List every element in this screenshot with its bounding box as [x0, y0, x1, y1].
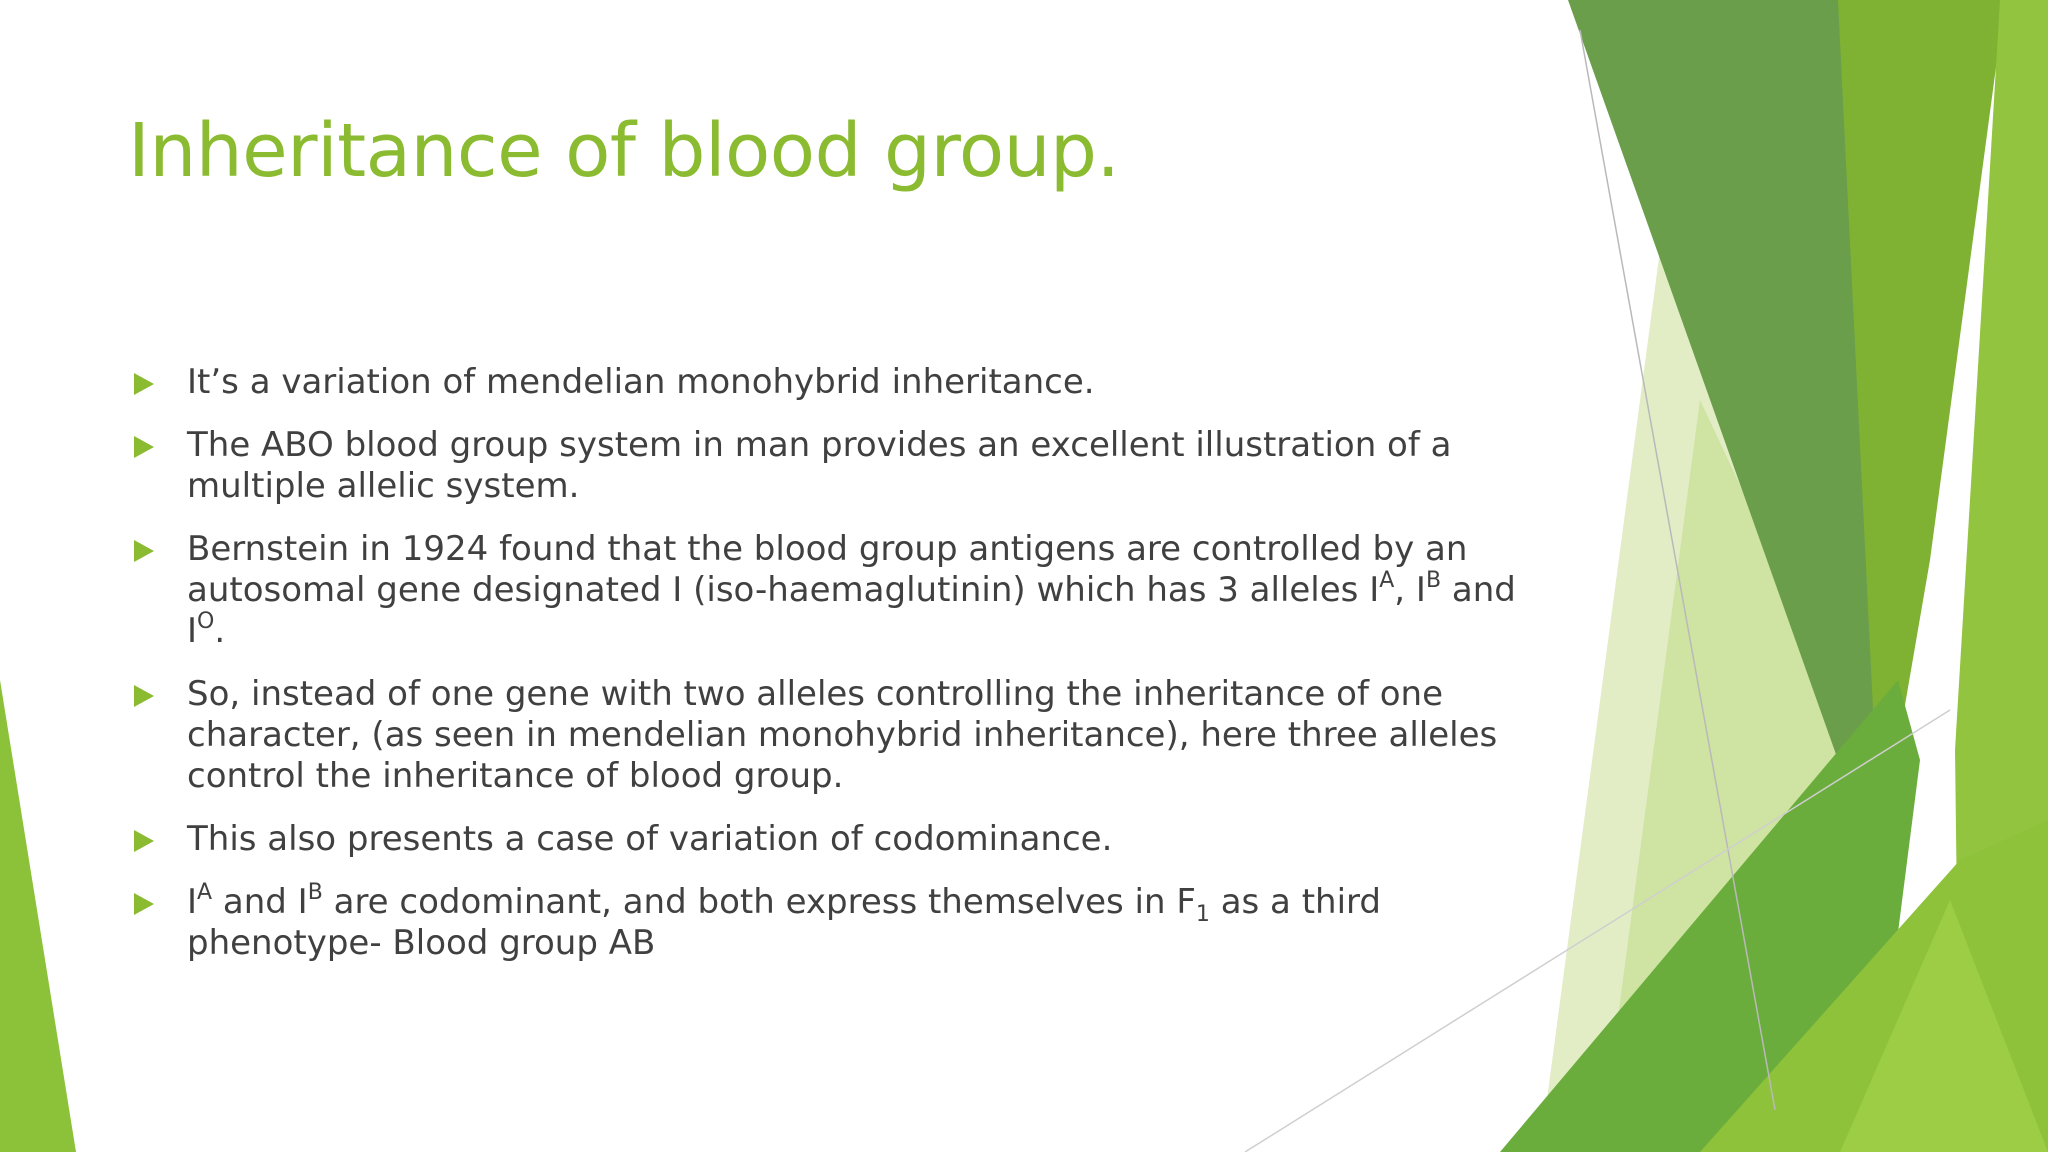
bullet-text: The ABO blood group system in man provides an excellent illustration of a multiple allelic system. — [187, 425, 1452, 506]
triangle-right-icon — [134, 830, 154, 852]
bullet-item — [128, 529, 1548, 652]
bullet-item — [128, 362, 1548, 403]
allele-superscript-o: O — [197, 609, 215, 634]
triangle-right-icon — [134, 540, 154, 562]
triangle-right-icon — [134, 373, 154, 395]
allele-superscript-b: B — [1425, 568, 1442, 593]
bullet-list — [128, 362, 1548, 986]
triangle-right-icon — [134, 436, 154, 458]
bullet-item — [128, 674, 1548, 797]
left-green-sliver — [0, 680, 76, 1152]
generation-subscript: 1 — [1195, 902, 1210, 927]
bullet-text: as a third phenotype- Blood group AB — [187, 882, 1381, 963]
bullet-item — [128, 882, 1548, 964]
bullet-text: This also presents a case of variation of codominance. — [187, 819, 1113, 859]
allele-superscript-a: A — [197, 880, 213, 905]
bullet-text: are codominant, and both express themselves in F — [322, 882, 1196, 922]
bullet-text: and I — [212, 882, 308, 922]
bullet-text: So, instead of one gene with two alleles controlling the inheritance of one character, (as seen in mendelian monohybrid inheritance), here three alleles control the inheritance of blood group. — [187, 674, 1498, 796]
triangle-right-icon — [134, 893, 154, 915]
bullet-text: and I — [187, 570, 1516, 651]
bullet-text: . — [214, 611, 226, 651]
slide-title: Inheritance of blood group. — [128, 108, 1120, 194]
bullet-text: It’s a variation of mendelian monohybrid inheritance. — [187, 362, 1095, 402]
bullet-item — [128, 425, 1548, 507]
bullet-text: , I — [1394, 570, 1426, 610]
bullet-item — [128, 819, 1548, 860]
bullet-text: Bernstein in 1924 found that the blood group antigens are controlled by an autosomal gene designated I (iso-haemaglutinin) which has 3 alleles I — [187, 529, 1468, 610]
triangle-right-icon — [134, 685, 154, 707]
bullet-text: I — [187, 882, 198, 922]
allele-superscript-b: B — [307, 880, 323, 905]
allele-superscript-a: A — [1379, 568, 1395, 593]
